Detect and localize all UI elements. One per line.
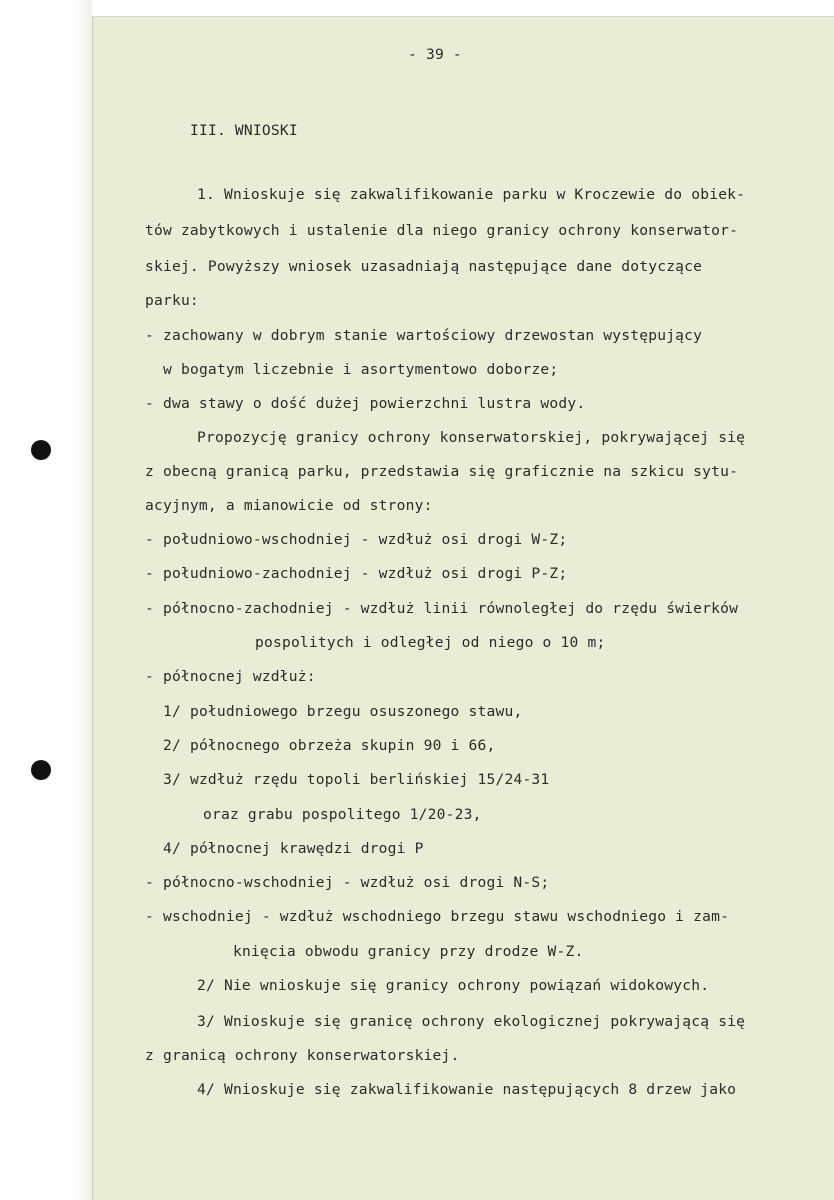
text-line: 2/ północnego obrzeża skupin 90 i 66, (163, 737, 496, 754)
text-line: oraz grabu pospolitego 1/20-23, (203, 806, 482, 823)
text-line: z granicą ochrony konserwatorskiej. (145, 1047, 460, 1064)
text-line: Propozycję granicy ochrony konserwatorskiej, pokrywającej się (197, 429, 746, 446)
text-line: parku: (145, 292, 199, 309)
text-line: - północnej wzdłuż: (145, 668, 316, 685)
text-line: 4/ północnej krawędzi drogi P (163, 840, 424, 857)
text-line: - południowo-zachodniej - wzdłuż osi drogi P-Z; (145, 565, 568, 582)
text-line: z obecną granicą parku, przedstawia się graficznie na szkicu sytu- (145, 463, 739, 480)
text-line: knięcia obwodu granicy przy drodze W-Z. (233, 943, 584, 960)
text-line: 1. Wnioskuje się zakwalifikowanie parku w Kroczewie do obiek- (197, 186, 746, 203)
text-line: 2/ Nie wnioskuje się granicy ochrony powiązań widokowych. (197, 977, 710, 994)
text-line: - wschodniej - wzdłuż wschodniego brzegu stawu wschodniego i zam- (145, 908, 730, 925)
text-line: 3/ wzdłuż rzędu topoli berlińskiej 15/24-31 (163, 771, 550, 788)
text-line: - północno-wschodniej - wzdłuż osi drogi N-S; (145, 874, 550, 891)
text-line: skiej. Powyższy wniosek uzasadniają następujące dane dotyczące (145, 258, 703, 275)
text-line: acyjnym, a mianowicie od strony: (145, 497, 433, 514)
text-line: tów zabytkowych i ustalenie dla niego granicy ochrony konserwator- (145, 222, 739, 239)
punch-hole-bottom (31, 760, 51, 780)
text-line: - zachowany w dobrym stanie wartościowy drzewostan występujący (145, 327, 703, 344)
section-heading: III. WNIOSKI (190, 122, 298, 139)
text-line: 3/ Wnioskuje się granicę ochrony ekologicznej pokrywającą się (197, 1013, 746, 1030)
text-line: 4/ Wnioskuje się zakwalifikowanie następujących 8 drzew jako (197, 1081, 737, 1098)
scan-margin (0, 0, 92, 1200)
text-line: - północno-zachodniej - wzdłuż linii równoległej do rzędu świerków (145, 600, 739, 617)
text-line: w bogatym liczebnie i asortymentowo doborze; (163, 361, 559, 378)
text-line: - południowo-wschodniej - wzdłuż osi drogi W-Z; (145, 531, 568, 548)
text-line: pospolitych i odległej od niego o 10 m; (255, 634, 606, 651)
text-line: 1/ południowego brzegu osuszonego stawu, (163, 703, 523, 720)
text-line: - dwa stawy o dość dużej powierzchni lustra wody. (145, 395, 586, 412)
page-number: - 39 - (408, 46, 462, 63)
punch-hole-top (31, 440, 51, 460)
